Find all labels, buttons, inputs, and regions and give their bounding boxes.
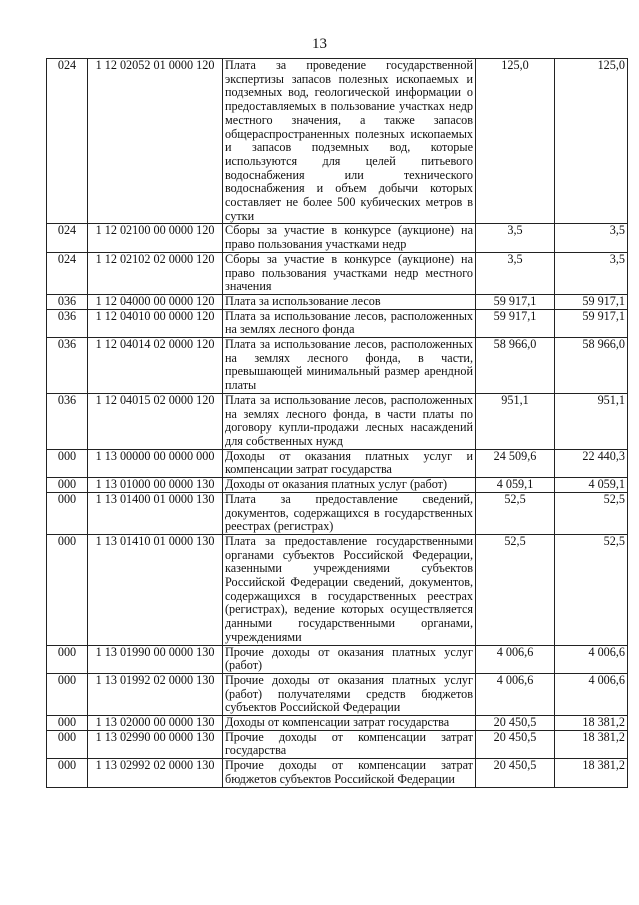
table-row: [47, 294, 628, 309]
revenue-name-cell: Плата за предоставление государственными органами субъектов Российской Федерации, казенными учреждениями субъектов Российской Федерации сведений, документов, содержащихся в государственных реестрах (регистрах), ведение которых осуществляется данными государственными органами, учреждениями: [223, 534, 476, 645]
admin-code-cell: 000: [47, 673, 88, 715]
table-row: [47, 338, 628, 394]
amount-year1-cell: 24 509,6: [476, 449, 555, 477]
amount-year1-cell: 52,5: [476, 492, 555, 534]
admin-code-cell: 036: [47, 309, 88, 337]
budget-code-cell: 1 12 02102 02 0000 120: [88, 252, 223, 294]
amount-year2-cell: 18 381,2: [555, 716, 628, 731]
amount-year1-cell: 20 450,5: [476, 759, 555, 787]
table-row: [47, 759, 628, 787]
admin-code-cell: 000: [47, 730, 88, 758]
budget-code-cell: 1 13 01400 01 0000 130: [88, 492, 223, 534]
amount-year2-cell: 52,5: [555, 492, 628, 534]
amount-year2-cell: 951,1: [555, 393, 628, 449]
amount-year1-cell: 951,1: [476, 393, 555, 449]
admin-code-cell: 024: [47, 224, 88, 252]
budget-code-cell: 1 12 04000 00 0000 120: [88, 294, 223, 309]
budget-code-cell: 1 13 01000 00 0000 130: [88, 478, 223, 493]
admin-code-cell: 000: [47, 492, 88, 534]
revenue-name-cell: Прочие доходы от компенсации затрат бюджетов субъектов Российской Федерации: [223, 759, 476, 787]
table-row: [47, 449, 628, 477]
admin-code-cell: 000: [47, 716, 88, 731]
amount-year1-cell: 20 450,5: [476, 716, 555, 731]
admin-code-cell: 036: [47, 338, 88, 394]
admin-code-cell: 000: [47, 534, 88, 645]
revenue-table-body: [47, 59, 628, 788]
admin-code-cell: 024: [47, 59, 88, 224]
table-row: [47, 309, 628, 337]
table-row: [47, 224, 628, 252]
table-row: [47, 59, 628, 224]
amount-year2-cell: 4 006,6: [555, 645, 628, 673]
table-row: [47, 716, 628, 731]
revenue-name-cell: Плата за использование лесов: [223, 294, 476, 309]
admin-code-cell: 036: [47, 294, 88, 309]
revenue-name-cell: Плата за предоставление сведений, документов, содержащихся в государственных реестрах (регистрах): [223, 492, 476, 534]
amount-year1-cell: 20 450,5: [476, 730, 555, 758]
amount-year2-cell: 4 006,6: [555, 673, 628, 715]
amount-year2-cell: 58 966,0: [555, 338, 628, 394]
amount-year1-cell: 59 917,1: [476, 309, 555, 337]
amount-year2-cell: 22 440,3: [555, 449, 628, 477]
amount-year2-cell: 59 917,1: [555, 294, 628, 309]
revenue-name-cell: Доходы от оказания платных услуг и компенсации затрат государства: [223, 449, 476, 477]
revenue-name-cell: Прочие доходы от оказания платных услуг (работ): [223, 645, 476, 673]
revenue-name-cell: Сборы за участие в конкурсе (аукционе) на право пользования участками недр местного значения: [223, 252, 476, 294]
table-row: [47, 393, 628, 449]
budget-code-cell: 1 12 04010 00 0000 120: [88, 309, 223, 337]
admin-code-cell: 000: [47, 449, 88, 477]
budget-code-cell: 1 12 04015 02 0000 120: [88, 393, 223, 449]
amount-year2-cell: 59 917,1: [555, 309, 628, 337]
table-row: [47, 645, 628, 673]
amount-year1-cell: 125,0: [476, 59, 555, 224]
budget-code-cell: 1 12 02052 01 0000 120: [88, 59, 223, 224]
amount-year2-cell: 18 381,2: [555, 759, 628, 787]
admin-code-cell: 000: [47, 478, 88, 493]
budget-code-cell: 1 13 01992 02 0000 130: [88, 673, 223, 715]
amount-year1-cell: 59 917,1: [476, 294, 555, 309]
revenue-name-cell: Доходы от компенсации затрат государства: [223, 716, 476, 731]
admin-code-cell: 036: [47, 393, 88, 449]
amount-year1-cell: 4 006,6: [476, 645, 555, 673]
amount-year2-cell: 18 381,2: [555, 730, 628, 758]
revenue-name-cell: Прочие доходы от компенсации затрат государства: [223, 730, 476, 758]
table-row: [47, 534, 628, 645]
amount-year1-cell: 4 059,1: [476, 478, 555, 493]
table-row: [47, 492, 628, 534]
admin-code-cell: 024: [47, 252, 88, 294]
table-row: [47, 252, 628, 294]
budget-code-cell: 1 13 01410 01 0000 130: [88, 534, 223, 645]
revenue-name-cell: Плата за использование лесов, расположенных на землях лесного фонда, в части, превышающей минимальный размер арендной платы: [223, 338, 476, 394]
revenue-name-cell: Плата за использование лесов, расположенных на землях лесного фонда: [223, 309, 476, 337]
revenue-name-cell: Доходы от оказания платных услуг (работ): [223, 478, 476, 493]
revenue-name-cell: Плата за использование лесов, расположенных на землях лесного фонда, в части платы по договору купли-продажи лесных насаждений для собственных нужд: [223, 393, 476, 449]
amount-year1-cell: 3,5: [476, 224, 555, 252]
budget-code-cell: 1 12 02100 00 0000 120: [88, 224, 223, 252]
table-row: [47, 673, 628, 715]
revenue-name-cell: Прочие доходы от оказания платных услуг (работ) получателями средств бюджетов субъектов Российской Федерации: [223, 673, 476, 715]
revenue-table: [46, 58, 628, 788]
revenue-name-cell: Плата за проведение государственной экспертизы запасов полезных ископаемых и подземных вод, геологической информации о предоставляемых в пользование участках недр местного значения, а также запасов общераспространенных полезных ископаемых и запасов подземных вод, которые используются для целей питьевого водоснабжения или технического водоснабжения и объем добычи которых составляет не более 500 кубических метров в сутки: [223, 59, 476, 224]
amount-year2-cell: 3,5: [555, 224, 628, 252]
amount-year2-cell: 4 059,1: [555, 478, 628, 493]
amount-year1-cell: 52,5: [476, 534, 555, 645]
amount-year2-cell: 125,0: [555, 59, 628, 224]
budget-code-cell: 1 13 00000 00 0000 000: [88, 449, 223, 477]
budget-code-cell: 1 13 01990 00 0000 130: [88, 645, 223, 673]
amount-year1-cell: 4 006,6: [476, 673, 555, 715]
amount-year2-cell: 52,5: [555, 534, 628, 645]
budget-code-cell: 1 13 02000 00 0000 130: [88, 716, 223, 731]
budget-code-cell: 1 12 04014 02 0000 120: [88, 338, 223, 394]
admin-code-cell: 000: [47, 645, 88, 673]
amount-year2-cell: 3,5: [555, 252, 628, 294]
page-number: 13: [312, 36, 327, 52]
budget-code-cell: 1 13 02990 00 0000 130: [88, 730, 223, 758]
amount-year1-cell: 3,5: [476, 252, 555, 294]
amount-year1-cell: 58 966,0: [476, 338, 555, 394]
table-row: [47, 478, 628, 493]
admin-code-cell: 000: [47, 759, 88, 787]
table-row: [47, 730, 628, 758]
revenue-name-cell: Сборы за участие в конкурсе (аукционе) на право пользования участками недр: [223, 224, 476, 252]
budget-code-cell: 1 13 02992 02 0000 130: [88, 759, 223, 787]
